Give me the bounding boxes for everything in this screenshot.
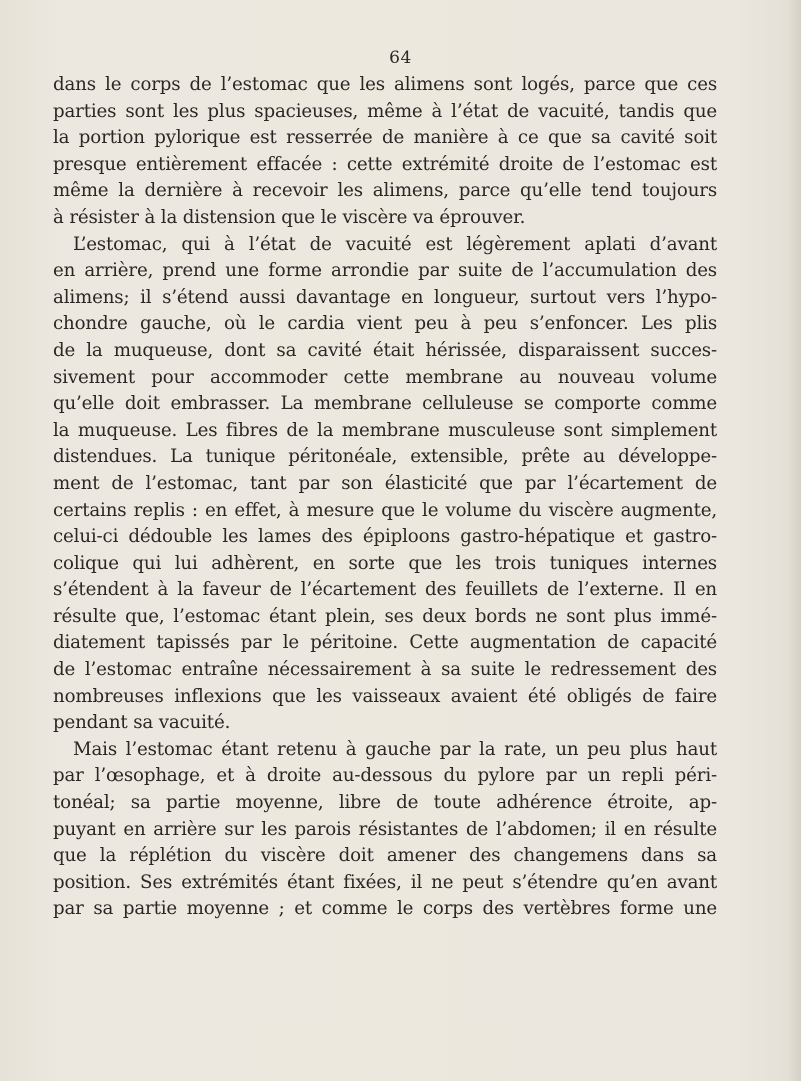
text-line: qu’elle doit embrasser. La membrane celluleuse se comporte comme bbox=[53, 393, 717, 415]
text-line: de l’estomac entraîne nécessairement à sa suite le redressement des bbox=[53, 659, 717, 681]
page-number: 64 bbox=[389, 48, 412, 68]
page-edge-shadow bbox=[787, 0, 801, 1081]
text-line: à résister à la distension que le viscère va éprouver. bbox=[53, 206, 526, 228]
text-line: L’estomac, qui à l’état de vacuité est légèrement aplati d’avant bbox=[73, 233, 717, 255]
text-line: ment de l’estomac, tant par son élasticité que par l’écartement de bbox=[53, 472, 717, 494]
text-line: la muqueuse. Les fibres de la membrane musculeuse sont simplement bbox=[53, 419, 717, 441]
text-line: dans le corps de l’estomac que les alimens sont logés, parce que ces bbox=[53, 74, 717, 95]
text-line: chondre gauche, où le cardia vient peu à peu s’enfoncer. Les plis bbox=[53, 313, 717, 335]
text-line: colique qui lui adhèrent, en sorte que les trois tuniques internes bbox=[53, 552, 717, 574]
text-line: tonéal; sa partie moyenne, libre de toute adhérence étroite, ap- bbox=[53, 792, 717, 814]
text-line: par l’œsophage, et à droite au-dessous du pylore par un repli péri- bbox=[53, 765, 717, 787]
text-line: nombreuses inflexions que les vaisseaux avaient été obligés de faire bbox=[53, 685, 717, 707]
text-line: position. Ses extrémités étant fixées, il ne peut s’étendre qu’en avant bbox=[53, 871, 717, 893]
text-line: diatement tapissés par le péritoine. Cette augmentation de capacité bbox=[53, 632, 717, 654]
text-line: parties sont les plus spacieuses, même à l’état de vacuité, tandis que bbox=[53, 100, 717, 122]
text-line: en arrière, prend une forme arrondie par suite de l’accumulation des bbox=[53, 260, 717, 282]
text-line: par sa partie moyenne ; et comme le corps des vertèbres forme une bbox=[53, 898, 717, 920]
text-line: sivement pour accommoder cette membrane au nouveau volume bbox=[53, 366, 717, 388]
text-line: même la dernière à recevoir les alimens, parce qu’elle tend toujours bbox=[53, 180, 717, 202]
text-line: que la réplétion du viscère doit amener des changemens dans sa bbox=[53, 845, 717, 867]
text-line: alimens; il s’étend aussi davantage en longueur, surtout vers l’hypo- bbox=[53, 286, 717, 308]
text-line: Mais l’estomac étant retenu à gauche par la rate, un peu plus haut bbox=[73, 738, 717, 760]
text-line: certains replis : en effet, à mesure que le volume du viscère augmente, bbox=[53, 499, 717, 521]
text-line: de la muqueuse, dont sa cavité était hérissée, disparaissent succes- bbox=[53, 339, 717, 361]
text-line: presque entièrement effacée : cette extrémité droite de l’estomac est bbox=[53, 153, 717, 175]
text-line: résulte que, l’estomac étant plein, ses deux bords ne sont plus immé- bbox=[53, 605, 717, 627]
text-line: pendant sa vacuité. bbox=[53, 712, 231, 734]
text-line: la portion pylorique est resserrée de manière à ce que sa cavité soit bbox=[53, 127, 717, 149]
text-line: celui-ci dédouble les lames des épiploons gastro-hépatique et gastro- bbox=[53, 526, 717, 548]
text-line: s’étendent à la faveur de l’écartement des feuillets de l’externe. Il en bbox=[53, 579, 717, 601]
text-line: puyant en arrière sur les parois résistantes de l’abdomen; il en résulte bbox=[53, 818, 717, 840]
text-line: distendues. La tunique péritonéale, extensible, prête au développe- bbox=[53, 446, 717, 468]
body-text bbox=[53, 72, 717, 923]
